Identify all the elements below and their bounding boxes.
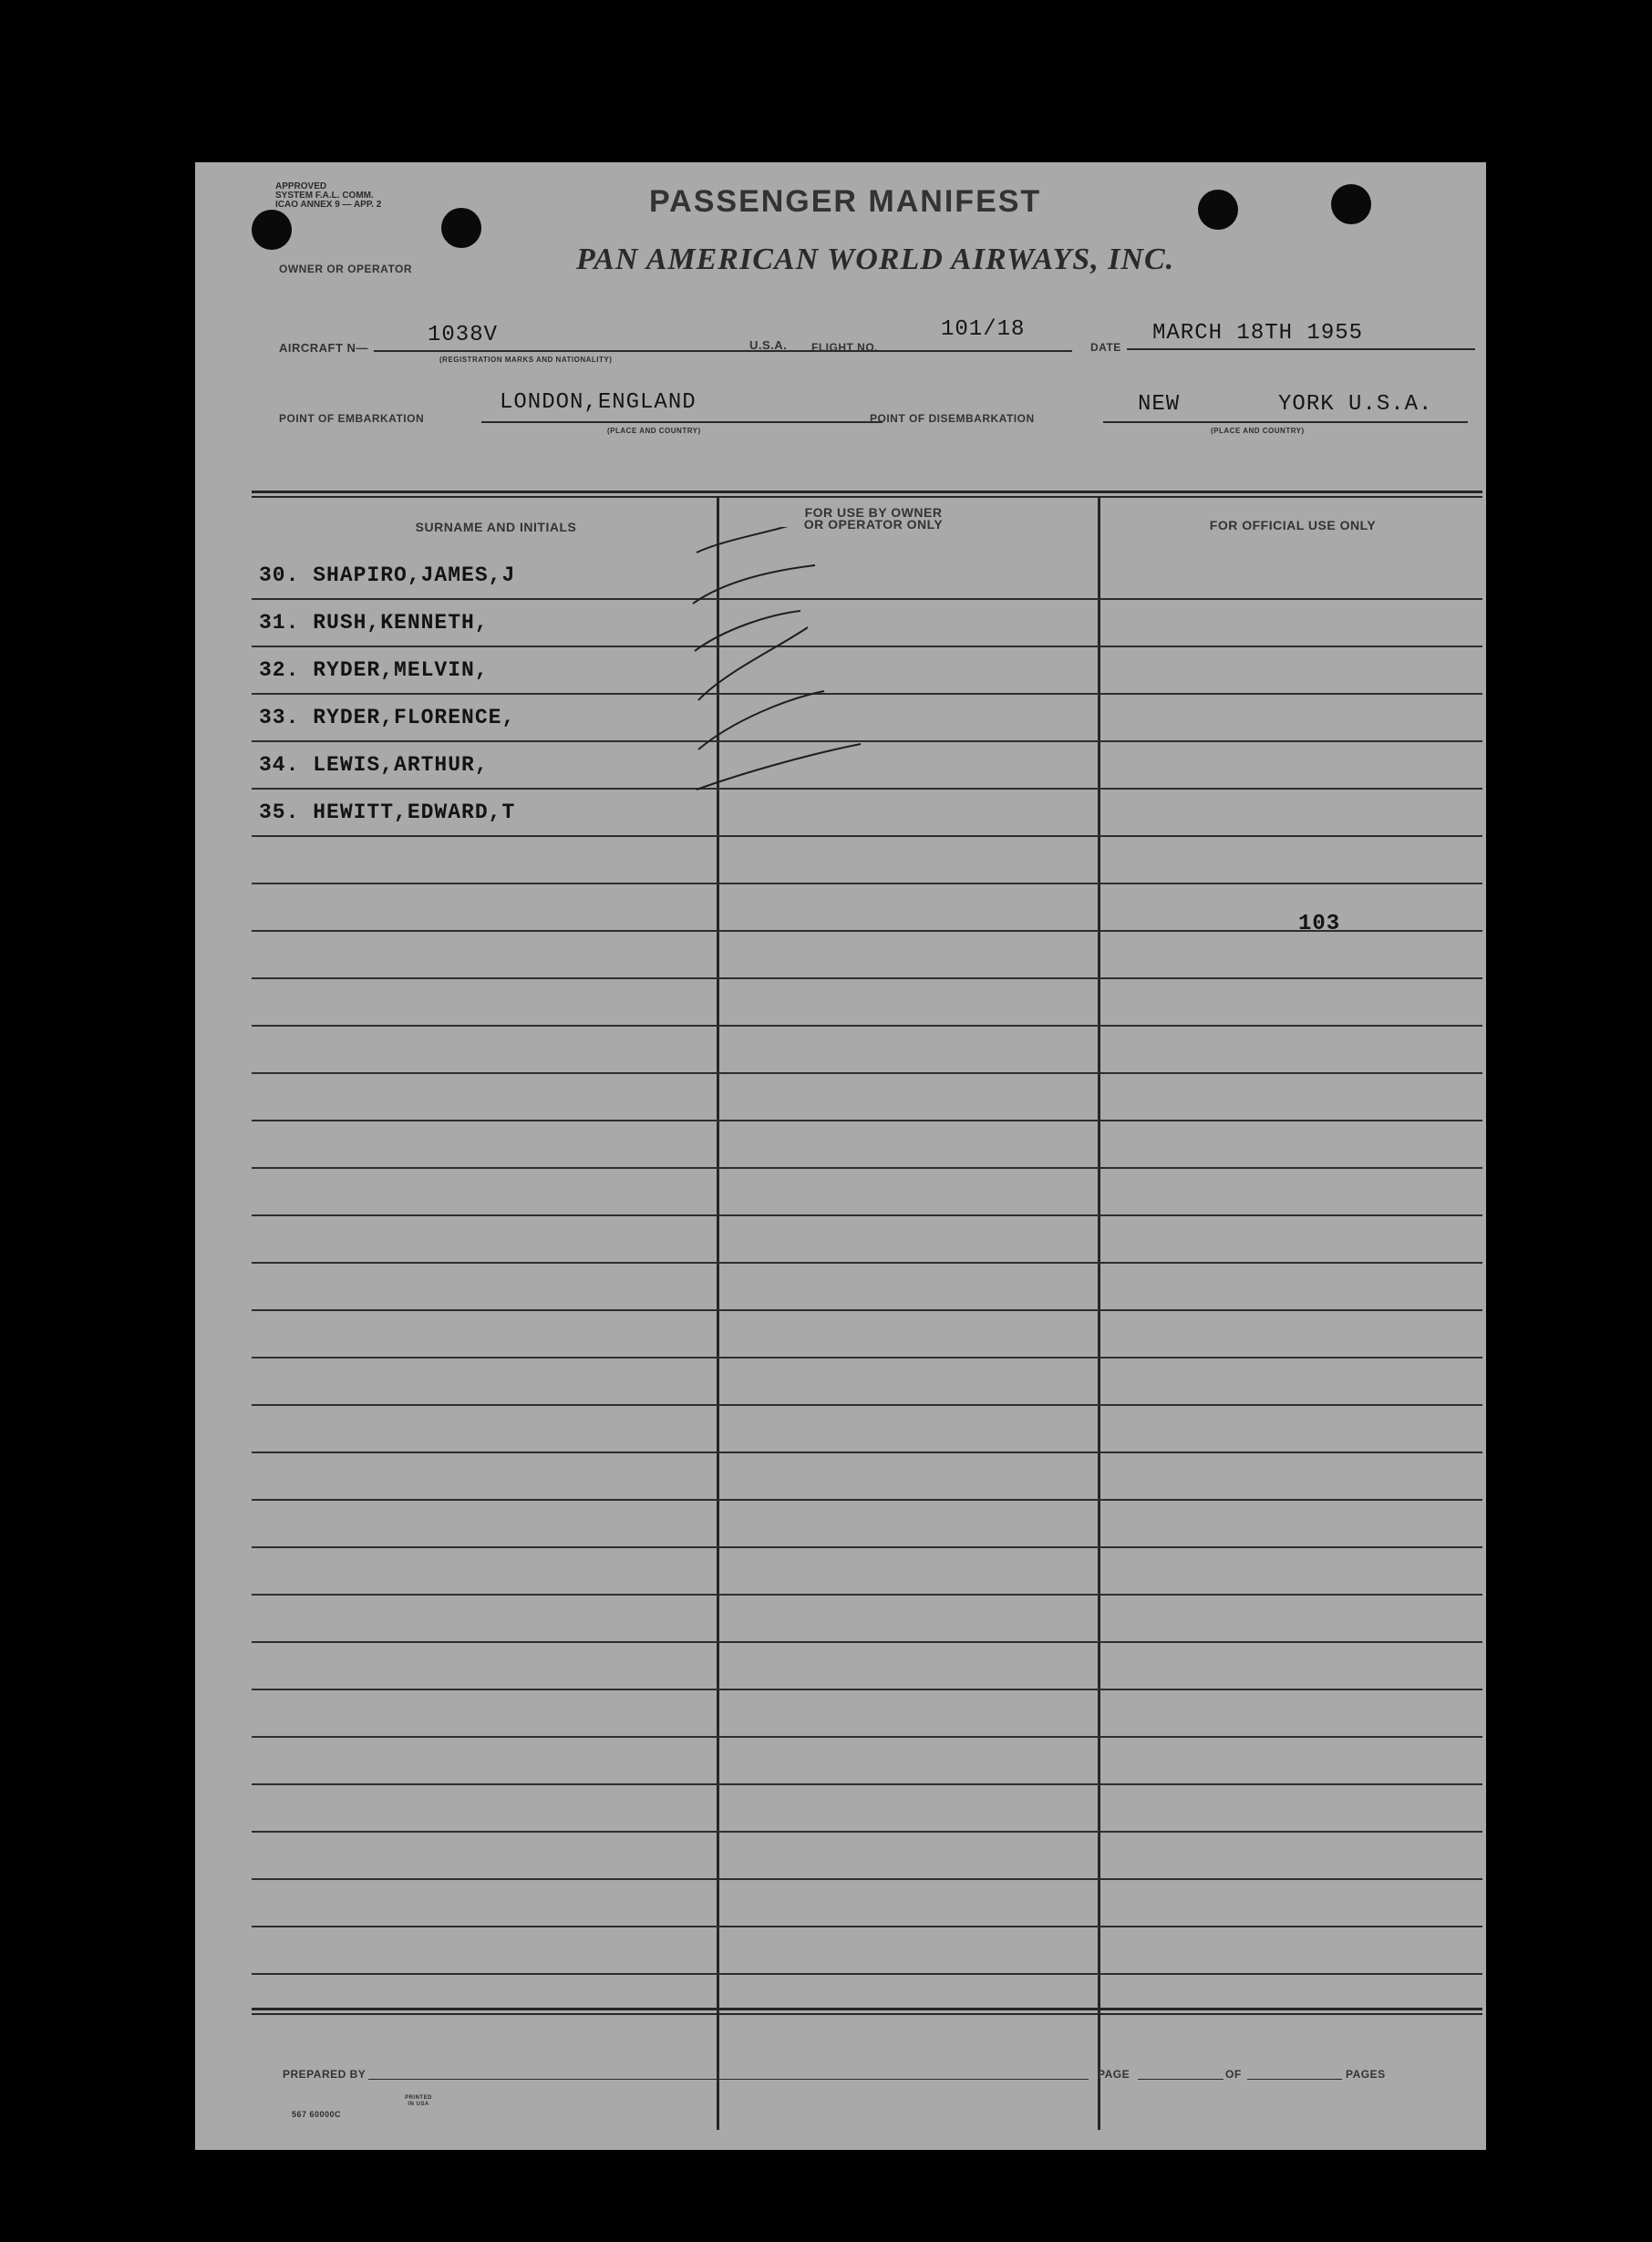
ruled-line [252, 1120, 1482, 1121]
official-header: FOR OFFICIAL USE ONLY [1209, 518, 1377, 532]
ruled-line [252, 1072, 1482, 1074]
passenger-row: 34. LEWIS,ARTHUR, [259, 753, 489, 777]
owner-use-header-line: OR OPERATOR ONLY [803, 517, 944, 532]
page-line [1138, 2079, 1224, 2080]
date-value: MARCH 18TH 1955 [1152, 321, 1364, 346]
disembark-value: NEW YORK U.S.A. [1138, 392, 1433, 417]
manifest-sheet [195, 162, 1486, 2150]
flight-line [917, 350, 1072, 352]
aircraft-sublabel: (REGISTRATION MARKS AND NATIONALITY) [439, 356, 613, 364]
ruled-line [252, 1499, 1482, 1501]
pages-label: PAGES [1346, 2068, 1386, 2081]
embark-value: LONDON,ENGLAND [500, 390, 697, 415]
tick-mark [697, 744, 861, 790]
passenger-row: 31. RUSH,KENNETH, [259, 611, 489, 635]
footer-rule [252, 2008, 1482, 2010]
ruled-line [252, 1309, 1482, 1311]
date-line [1127, 348, 1475, 350]
punch-hole [1331, 184, 1371, 224]
owner-use-header-line: FOR USE BY OWNER [804, 505, 943, 520]
form-title: PASSENGER MANIFEST [649, 184, 1042, 219]
ruled-line [252, 1546, 1482, 1548]
tick-mark [697, 527, 797, 553]
of-label: OF [1225, 2068, 1242, 2081]
ruled-line [252, 1878, 1482, 1880]
usa-label: U.S.A. [749, 338, 788, 352]
passenger-row: 32. RYDER,MELVIN, [259, 658, 489, 682]
embark-line [481, 421, 883, 423]
passenger-row: 35. HEWITT,EDWARD,T [259, 801, 516, 824]
passenger-row: 33. RYDER,FLORENCE, [259, 706, 516, 729]
embark-sublabel: (PLACE AND COUNTRY) [607, 427, 701, 435]
aircraft-label: AIRCRAFT N— [279, 341, 368, 355]
flight-label: FLIGHT NO. [811, 341, 878, 354]
punch-hole [252, 210, 292, 250]
ruled-line [252, 1641, 1482, 1643]
of-line [1247, 2079, 1342, 2080]
ruled-line [252, 1594, 1482, 1596]
flight-value: 101/18 [941, 317, 1026, 342]
approval-line: SYSTEM F.A.L. COMM. [275, 191, 374, 201]
punch-hole [441, 208, 481, 248]
header-rule [252, 491, 1482, 493]
header-rule [252, 496, 1482, 498]
surname-header: SURNAME AND INITIALS [415, 520, 577, 534]
date-label: DATE [1090, 341, 1121, 354]
owner-label: OWNER OR OPERATOR [279, 263, 413, 275]
ruled-line [252, 1736, 1482, 1738]
embark-label: POINT OF EMBARKATION [279, 412, 425, 425]
punch-hole [1198, 190, 1238, 230]
ruled-line [252, 1689, 1482, 1690]
ruled-line [252, 1926, 1482, 1927]
ruled-line [252, 1783, 1482, 1785]
disembark-line [1103, 421, 1468, 423]
prepared-label: PREPARED BY [283, 2068, 367, 2081]
tick-mark [698, 691, 824, 749]
ruled-line [252, 1973, 1482, 1975]
footer-rule [252, 2013, 1482, 2015]
disembark-sublabel: (PLACE AND COUNTRY) [1211, 427, 1305, 435]
column-divider [1098, 498, 1100, 2130]
ruled-line [252, 1167, 1482, 1169]
printed-mark: PRINTED IN USA [405, 2095, 432, 2107]
ruled-line [252, 1357, 1482, 1359]
passenger-row: 30. SHAPIRO,JAMES,J [259, 563, 516, 587]
ruled-line [252, 1214, 1482, 1216]
tick-marks [687, 527, 924, 1001]
prepared-line [368, 2079, 1089, 2080]
tick-mark [695, 611, 800, 651]
aircraft-value: 1038V [428, 323, 499, 347]
print-code: 567 60000C [292, 2110, 342, 2119]
approval-stamp [275, 182, 381, 210]
disembark-label: POINT OF DISEMBARKATION [870, 412, 1035, 425]
ruled-line [252, 1025, 1482, 1027]
tick-mark [693, 565, 815, 604]
ruled-line [252, 1831, 1482, 1833]
page-label: PAGE [1098, 2068, 1131, 2081]
ruled-line [252, 1404, 1482, 1406]
ruled-line [252, 1262, 1482, 1264]
official-note: 103 [1298, 912, 1341, 936]
ruled-line [252, 1452, 1482, 1453]
approval-line: APPROVED [275, 181, 327, 191]
owner-value: PAN AMERICAN WORLD AIRWAYS, INC. [576, 243, 1175, 276]
approval-line: ICAO ANNEX 9 — APP. 2 [275, 200, 382, 210]
